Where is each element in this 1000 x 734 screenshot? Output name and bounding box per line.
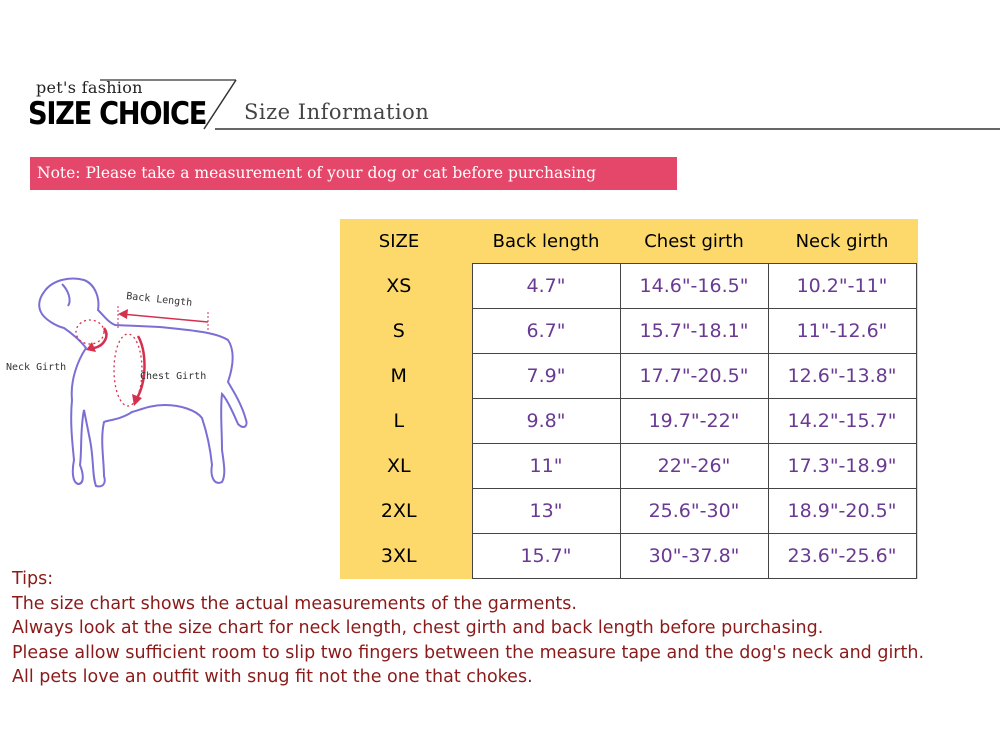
measurement-note: Note: Please take a measurement of your dog or cat before purchasing	[30, 157, 677, 190]
size-cell: L	[393, 410, 405, 432]
chest-girth-cell: 22"-26"	[620, 444, 768, 489]
neck-girth-cell: 17.3"-18.9"	[768, 444, 916, 489]
neck-girth-cell: 12.6"-13.8"	[768, 354, 916, 399]
tip-line: The size chart shows the actual measurements of the garments.	[12, 593, 577, 614]
size-table	[340, 219, 918, 579]
table-row	[340, 309, 916, 354]
size-cell: 3XL	[380, 545, 417, 567]
section-title: Size Information	[244, 100, 430, 124]
back-length-cell: 13"	[472, 489, 620, 534]
chest-girth-cell: 17.7"-20.5"	[620, 354, 768, 399]
back-length-cell: 15.7"	[472, 534, 620, 579]
neck-girth-cell: 10.2"-11"	[768, 264, 916, 309]
table-row	[340, 264, 916, 309]
chest-girth-cell: 19.7"-22"	[620, 399, 768, 444]
size-cell: 2XL	[380, 500, 417, 522]
neck-girth-label: Neck Girth	[6, 362, 67, 373]
back-length-cell: 11"	[472, 444, 620, 489]
header-back-length: Back length	[492, 230, 600, 252]
back-length-cell: 9.8"	[472, 399, 620, 444]
dog-outline-illustration	[0, 270, 260, 500]
table-row	[340, 354, 916, 399]
size-cell: XL	[386, 455, 411, 477]
tip-line: Always look at the size chart for neck length, chest girth and back length before purchasing.	[12, 618, 824, 638]
tips-title: Tips:	[12, 569, 54, 589]
chest-girth-label: Chest Girth	[140, 371, 207, 382]
table-row	[340, 399, 916, 444]
brand-tagline: pet's fashion	[36, 78, 143, 97]
chest-girth-cell: 25.6"-30"	[620, 489, 768, 534]
header-neck-girth: Neck girth	[795, 230, 889, 252]
neck-girth-cell: 23.6"-25.6"	[768, 534, 916, 579]
chest-girth-cell: 30"-37.8"	[620, 534, 768, 579]
tip-line: All pets love an outfit with snug fit not the one that chokes.	[12, 667, 533, 687]
size-cell: S	[392, 320, 405, 342]
header-size: SIZE	[378, 230, 420, 252]
back-length-cell: 6.7"	[472, 309, 620, 354]
header-chest-girth: Chest girth	[644, 230, 744, 252]
chest-girth-cell: 14.6"-16.5"	[620, 264, 768, 309]
table-header-row	[340, 219, 916, 264]
table-row	[340, 489, 916, 534]
chest-girth-cell: 15.7"-18.1"	[620, 309, 768, 354]
tips-section	[12, 567, 924, 690]
neck-girth-cell: 18.9"-20.5"	[768, 489, 916, 534]
brand-title: SIZE CHOICE	[28, 96, 207, 132]
dog-measurement-diagram	[0, 270, 260, 500]
neck-girth-cell: 11"-12.6"	[768, 309, 916, 354]
neck-girth-cell: 14.2"-15.7"	[768, 399, 916, 444]
back-length-label: Back Length	[125, 291, 193, 309]
tip-line: Please allow sufficient room to slip two fingers between the measure tape and the dog's neck and girth.	[12, 642, 925, 663]
table-row	[340, 444, 916, 489]
size-cell: XS	[386, 275, 412, 297]
back-length-cell: 7.9"	[472, 354, 620, 399]
back-length-cell: 4.7"	[472, 264, 620, 309]
size-cell: M	[390, 365, 407, 387]
